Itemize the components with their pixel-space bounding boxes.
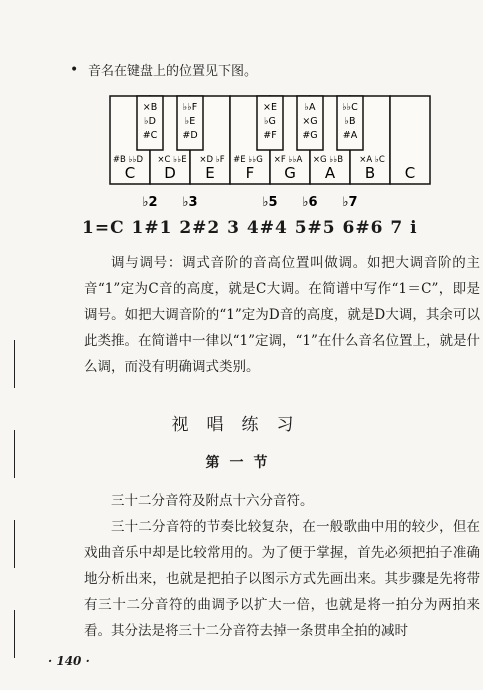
black-key-note-label: ♭A [304,102,316,113]
black-key-note-label: ×B [142,102,158,113]
enharmonic-label: #B ♭♭D [112,155,144,165]
enharmonic-label: ×D ♭F [199,155,225,165]
white-key-label: G [284,164,296,182]
black-key-note-label: #D [182,130,198,141]
section-title: 视唱练习 [171,415,312,435]
black-key-note-label: ♭♭C [342,102,358,113]
black-key-note-label: ×E [263,102,277,113]
piano-keyboard-diagram [108,94,443,214]
black-key-note-label: #G [302,130,318,141]
flat-scale-number: ♭7 [342,195,358,210]
enharmonic-label: ×A ♭C [359,155,385,165]
bullet-dot: • [70,62,79,78]
enharmonic-label: ×F ♭♭A [273,155,303,165]
flat-scale-number: ♭3 [182,195,198,210]
white-key-label: A [324,164,336,182]
white-key-label: E [205,164,215,182]
white-key-label: C [124,164,136,182]
intro-text: 音名在键盘上的位置见下图。 [88,64,258,79]
white-key-label: F [245,164,255,182]
margin-rule [14,520,15,568]
black-key-note-label: #C [142,130,158,141]
paragraph-explanation: 三十二分音符的节奏比较复杂，在一般歌曲中用的较少，但在戏曲音乐中却是比较常用的。为了便于掌握，首先必须把拍子准确地分析出来，也就是把拍子以图示方式先画出来。其步骤是先将带有三十二分音符的曲调予以扩大一倍，也就是将一拍分为两拍来看。其分法是将三十二分音符去掉一条贯串全拍的减时 [84,519,480,639]
jianpu-scale-line: 1=C 1#1 2#2 3 4#4 5#5 6#6 7 i [82,218,418,238]
black-key-note-label: ♭B [344,116,356,127]
black-key-note-label: ♭E [184,116,196,127]
margin-rule [14,610,15,658]
flat-scale-number: ♭6 [302,195,318,210]
paragraph-key-signature: 调与调号：调式音阶的音高位置叫做调。如把大调音阶的主音“1”定为C音的高度，就是C大调。在简谱中写作“1＝C”，即是调号。如把大调音阶的“1”定为D音的高度，就是D大调，其余可以此类推。在简谱中一律以“1”定调，“1”在什么音名位置上，就是什么调，而没有明确调式类别。 [84,255,480,375]
white-key-label: D [164,164,176,182]
flat-scale-number: ♭2 [142,195,158,210]
white-key-label: B [364,164,376,182]
black-key-note-label: #A [342,130,358,141]
black-key-note-label: #F [263,130,277,141]
black-key-note-label: ♭D [144,116,156,127]
enharmonic-label: ×C ♭♭E [157,155,187,165]
enharmonic-label: ×G ♭♭B [312,155,344,165]
black-key-note-label: ♭G [264,116,276,127]
black-key-note-label: ♭♭F [182,102,198,113]
paragraph-topic: 三十二分音符及附点十六分音符。 [111,493,314,509]
page-number: · 140 · [48,654,90,668]
enharmonic-label: #E ♭♭G [233,155,263,165]
margin-rule [14,430,15,478]
section-subtitle: 第一节 [205,455,278,471]
black-key-note-label: ×G [302,116,318,127]
white-key-label: C [404,164,416,182]
margin-rule [14,340,15,388]
flat-scale-number: ♭5 [262,195,278,210]
